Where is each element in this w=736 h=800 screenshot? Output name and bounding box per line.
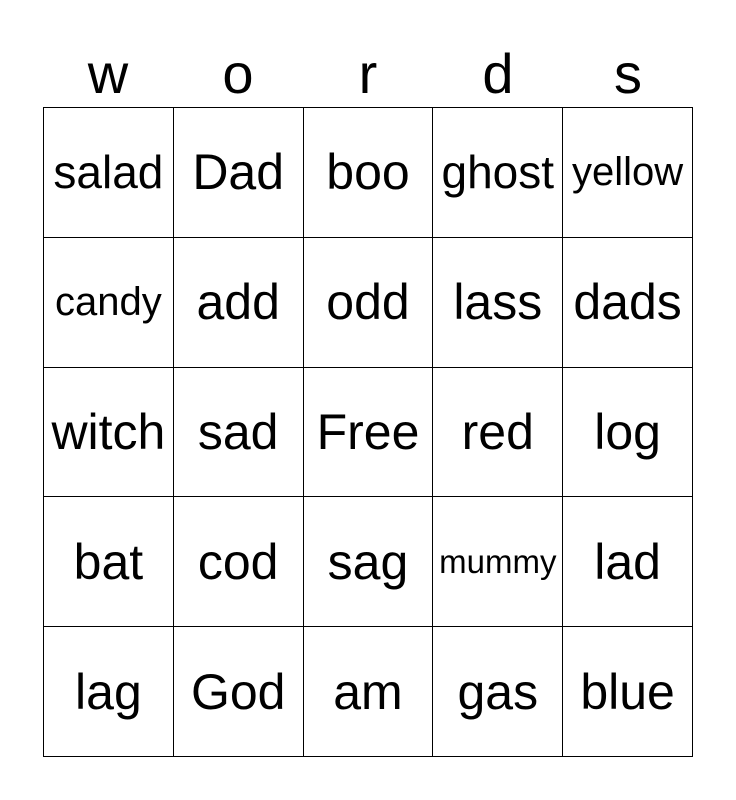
bingo-cell: lag [44,627,174,757]
header-letter-r: r [358,42,378,105]
bingo-cell: Dad [174,108,304,238]
bingo-cell: cod [174,497,304,627]
bingo-cell: mummy [433,497,563,627]
bingo-cell: odd [304,238,434,368]
bingo-cell: am [304,627,434,757]
bingo-cell: red [433,368,563,498]
bingo-cell: sag [304,497,434,627]
bingo-cell: bat [44,497,174,627]
bingo-cell: log [563,368,693,498]
bingo-cell: witch [44,368,174,498]
header-letter-d: d [482,42,514,105]
bingo-cell: candy [44,238,174,368]
bingo-cell: lad [563,497,693,627]
bingo-cell: ghost [433,108,563,238]
bingo-cell: dads [563,238,693,368]
bingo-cell: sad [174,368,304,498]
bingo-cell: gas [433,627,563,757]
bingo-cell: blue [563,627,693,757]
bingo-cell: add [174,238,304,368]
header-letter-o: o [222,42,254,105]
bingo-cell: yellow [563,108,693,238]
bingo-free-space: Free [304,368,434,498]
bingo-cell: lass [433,238,563,368]
bingo-cell: boo [304,108,434,238]
bingo-header [43,40,693,108]
header-letter-s: s [614,42,642,105]
bingo-cell: God [174,627,304,757]
bingo-board [43,107,693,757]
header-letter-w: w [87,42,129,105]
bingo-cell: salad [44,108,174,238]
